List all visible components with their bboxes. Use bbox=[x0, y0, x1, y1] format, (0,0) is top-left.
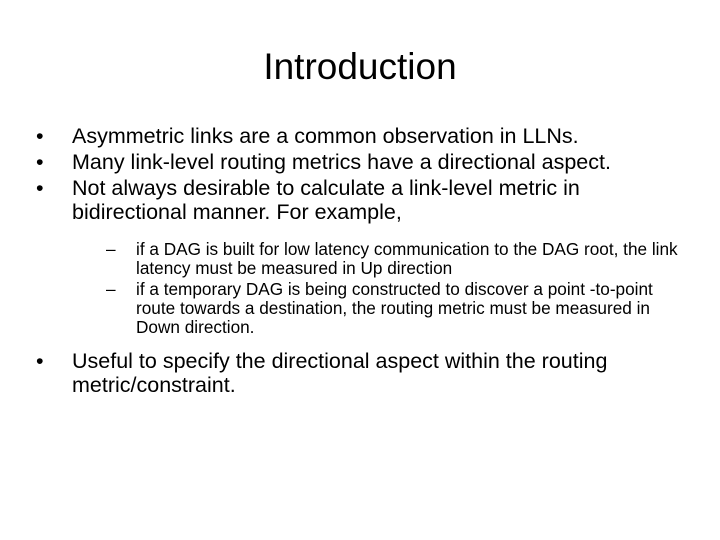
bullet-marker: • bbox=[36, 124, 44, 148]
bullet-item bbox=[36, 349, 686, 397]
bullet-text: Many link-level routing metrics have a directional aspect. bbox=[72, 150, 611, 174]
sub-bullet-item bbox=[72, 280, 686, 337]
bullet-marker: • bbox=[36, 349, 44, 373]
bullet-marker: • bbox=[36, 150, 44, 174]
sub-bullet-marker: – bbox=[106, 239, 116, 259]
bullet-item bbox=[36, 124, 686, 148]
slide-title: Introduction bbox=[263, 46, 457, 87]
sub-bullet-marker: – bbox=[106, 279, 116, 299]
bullet-marker: • bbox=[36, 176, 44, 200]
bullet-text: Useful to specify the directional aspect within the routing metric/constraint. bbox=[72, 349, 608, 397]
bullet-list bbox=[36, 124, 686, 399]
bullet-text: Asymmetric links are a common observation in LLNs. bbox=[72, 124, 579, 148]
bullet-text: Not always desirable to calculate a link-level metric in bidirectional manner. For example, bbox=[72, 176, 580, 224]
sub-bullet-list bbox=[72, 240, 686, 337]
sub-bullet-item bbox=[72, 240, 686, 278]
bullet-item bbox=[36, 150, 686, 174]
sub-bullet-text: if a temporary DAG is being constructed to discover a point -to-point route towards a destination, the routing metric must be measured in Down direction. bbox=[136, 279, 653, 337]
bullet-item bbox=[36, 176, 686, 337]
sub-bullet-text: if a DAG is built for low latency communication to the DAG root, the link latency must be measured in Up direction bbox=[136, 239, 678, 278]
